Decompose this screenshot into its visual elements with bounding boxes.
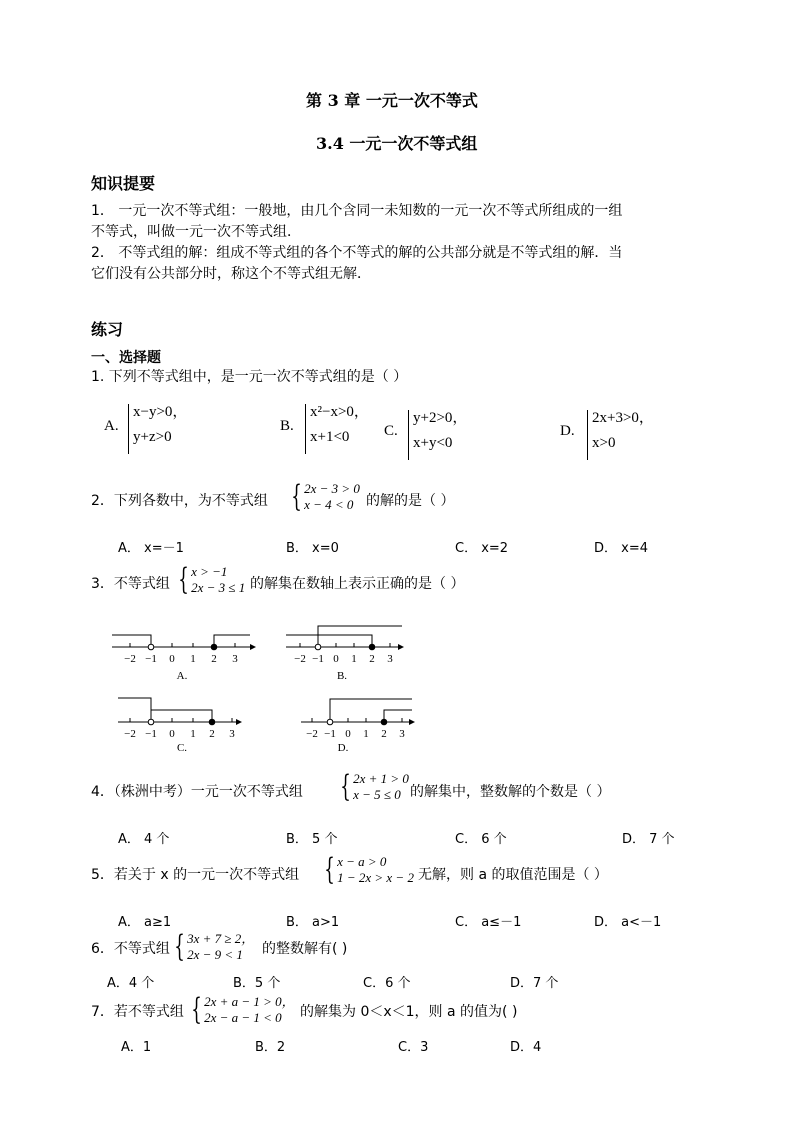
option-label: B.	[280, 418, 294, 434]
question-6-option-d: D．7 个	[510, 976, 559, 991]
number-line-a	[108, 626, 258, 684]
tick-label: 2	[381, 728, 387, 740]
question-6-option-b: B．5 个	[233, 976, 281, 991]
question-7-stem-pre: 7．若不等式组	[91, 1004, 184, 1020]
tick-label: 1	[190, 653, 196, 665]
option-label: D.	[337, 742, 349, 754]
inequality-row: 2x − a − 1 < 0	[204, 1010, 282, 1025]
inequality-row: x > −1	[191, 564, 228, 579]
tick-label: 2	[211, 653, 217, 665]
number-line-c	[108, 694, 248, 754]
question-4-system	[336, 771, 409, 803]
tick-label: −2	[294, 653, 306, 665]
question-3-system	[174, 564, 245, 596]
tick-label: 1	[190, 728, 196, 740]
inequality-row: x>0	[592, 435, 616, 451]
tick-marks	[130, 643, 235, 647]
tick-label: 0	[333, 653, 339, 665]
number-line-d	[295, 694, 420, 754]
tick-label: −1	[324, 728, 336, 740]
knowledge-point-1-line-2: 不等式，叫做一元一次不等式组．	[91, 224, 301, 240]
tick-label: 3	[232, 653, 238, 665]
inequality-row: 2x − 3 > 0	[304, 481, 360, 496]
question-5-stem-post: 无解，则 a 的取值范围是（ ）	[418, 867, 608, 883]
tick-label: 2	[209, 728, 215, 740]
inequality-row: x−y>0，	[133, 404, 188, 420]
inequality-row: y+z>0	[133, 429, 172, 445]
inequality-row: x+1<0	[310, 429, 350, 445]
inequality-row: x − 5 ≤ 0	[353, 787, 401, 802]
tick-label: 1	[363, 728, 369, 740]
question-4-option-d: D． 7 个	[622, 832, 675, 847]
tick-label: −1	[145, 728, 157, 740]
tick-label: 3	[229, 728, 235, 740]
brace-icon: {	[178, 562, 189, 597]
tick-label: 2	[369, 653, 375, 665]
inequality-row: 2x + 1 > 0	[353, 771, 409, 786]
inequality-row: 2x − 3 ≤ 1	[191, 580, 246, 595]
question-5-option-b: B． a>1	[286, 915, 340, 930]
inequality-row: 2x − 9 < 1	[187, 947, 243, 962]
question-4-stem-post: 的解集中，整数解的个数是（ ）	[410, 784, 611, 800]
inequality-row: 2x+3>0，	[592, 410, 654, 426]
question-7-option-c: C．3	[398, 1040, 429, 1055]
brace-icon: {	[191, 992, 202, 1027]
question-5-option-a: A． a≥1	[118, 915, 172, 930]
question-2-option-a: A． x=－1	[118, 541, 184, 556]
inequality-row: 3x + 7 ≥ 2，	[187, 931, 255, 946]
inequality-row: 2x + a − 1 > 0，	[204, 994, 295, 1009]
tick-label: 0	[345, 728, 351, 740]
question-4-stem-pre: 4．（株洲中考）一元一次不等式组	[91, 784, 303, 800]
knowledge-point-2-line-2: 它们没有公共部分时，称这个不等式组无解．	[91, 266, 371, 282]
question-5-system	[320, 854, 414, 886]
brace-icon: {	[174, 929, 185, 964]
question-5-stem-pre: 5．若关于 x 的一元一次不等式组	[91, 867, 300, 883]
tick-label: 1	[351, 653, 357, 665]
brace-bar	[128, 404, 129, 454]
chapter-title: 第 3 章 一元一次不等式	[306, 91, 478, 110]
tick-label: 3	[387, 653, 393, 665]
question-2-system	[287, 481, 360, 513]
inequality-row: x − a > 0	[337, 854, 387, 869]
question-7-option-b: B．2	[255, 1040, 286, 1055]
brace-icon: {	[324, 852, 335, 887]
brace-bar	[587, 410, 588, 460]
question-7-option-a: A．1	[121, 1040, 152, 1055]
question-2-option-d: D． x=4	[594, 541, 648, 556]
option-label: C.	[384, 423, 398, 439]
question-7-stem-post: 的解集为 0＜x＜1，则 a 的值为( )	[300, 1004, 518, 1020]
option-label: A.	[104, 418, 119, 434]
question-3-stem-pre: 3．不等式组	[91, 576, 170, 592]
option-label: D.	[560, 423, 575, 439]
tick-label: 3	[399, 728, 405, 740]
brace-bar	[408, 410, 409, 460]
multiple-choice-heading: 一、选择题	[91, 350, 161, 366]
question-2-stem-pre: 2．下列各数中，为不等式组	[91, 493, 268, 509]
question-6-system	[170, 931, 254, 963]
question-7-system	[187, 994, 295, 1026]
brace-icon: {	[291, 479, 302, 514]
question-6-option-a: A．4 个	[107, 976, 155, 991]
practice-heading: 练习	[91, 320, 124, 339]
question-6-stem-pre: 6．不等式组	[91, 941, 170, 957]
question-5-option-d: D． a<－1	[594, 915, 662, 930]
question-2-option-c: C． x=2	[455, 541, 509, 556]
question-3-stem-post: 的解集在数轴上表示正确的是（ ）	[250, 576, 465, 592]
brace-bar	[305, 404, 306, 454]
knowledge-heading: 知识提要	[91, 174, 156, 193]
question-7-option-d: D．4	[510, 1040, 542, 1055]
knowledge-point-2-line-1: 2． 不等式组的解：组成不等式组的各个不等式的解的公共部分就是不等式组的解．当	[91, 245, 623, 261]
tick-label: −2	[124, 728, 136, 740]
inequality-row: x²−x>0，	[310, 404, 369, 420]
question-2-option-b: B． x=0	[286, 541, 339, 556]
tick-marks	[130, 718, 232, 722]
inequality-row: x − 4 < 0	[304, 497, 354, 512]
tick-label: −2	[124, 653, 136, 665]
tick-label: −2	[306, 728, 318, 740]
question-6-stem-post: 的整数解有( )	[262, 941, 348, 957]
section-title: 3.4 一元一次不等式组	[316, 134, 478, 153]
question-1-stem: 1. 下列不等式组中，是一元一次不等式组的是（ ）	[91, 369, 408, 385]
question-5-option-c: C． a≤－1	[455, 915, 522, 930]
tick-marks	[300, 643, 390, 647]
tick-label: 0	[169, 728, 175, 740]
inequality-row: y+2>0，	[413, 410, 468, 426]
tick-label: −1	[312, 653, 324, 665]
tick-label: −1	[145, 653, 157, 665]
number-line-b	[280, 622, 410, 684]
question-2-stem-post: 的解的是（ ）	[366, 493, 455, 509]
question-4-option-a: A． 4 个	[118, 832, 170, 847]
question-6-option-c: C．6 个	[363, 976, 411, 991]
tick-marks	[312, 718, 402, 722]
inequality-row: x+y<0	[413, 435, 453, 451]
option-label: C.	[176, 742, 188, 754]
option-label: B.	[336, 670, 348, 682]
question-4-option-b: B． 5 个	[286, 832, 338, 847]
option-label: A.	[176, 670, 188, 682]
inequality-row: 1 − 2x > x − 2	[337, 870, 414, 885]
tick-label: 0	[169, 653, 175, 665]
knowledge-point-1-line-1: 1． 一元一次不等式组：一般地，由几个含同一未知数的一元一次不等式所组成的一组	[91, 203, 623, 219]
brace-icon: {	[340, 769, 351, 804]
question-4-option-c: C． 6 个	[455, 832, 507, 847]
